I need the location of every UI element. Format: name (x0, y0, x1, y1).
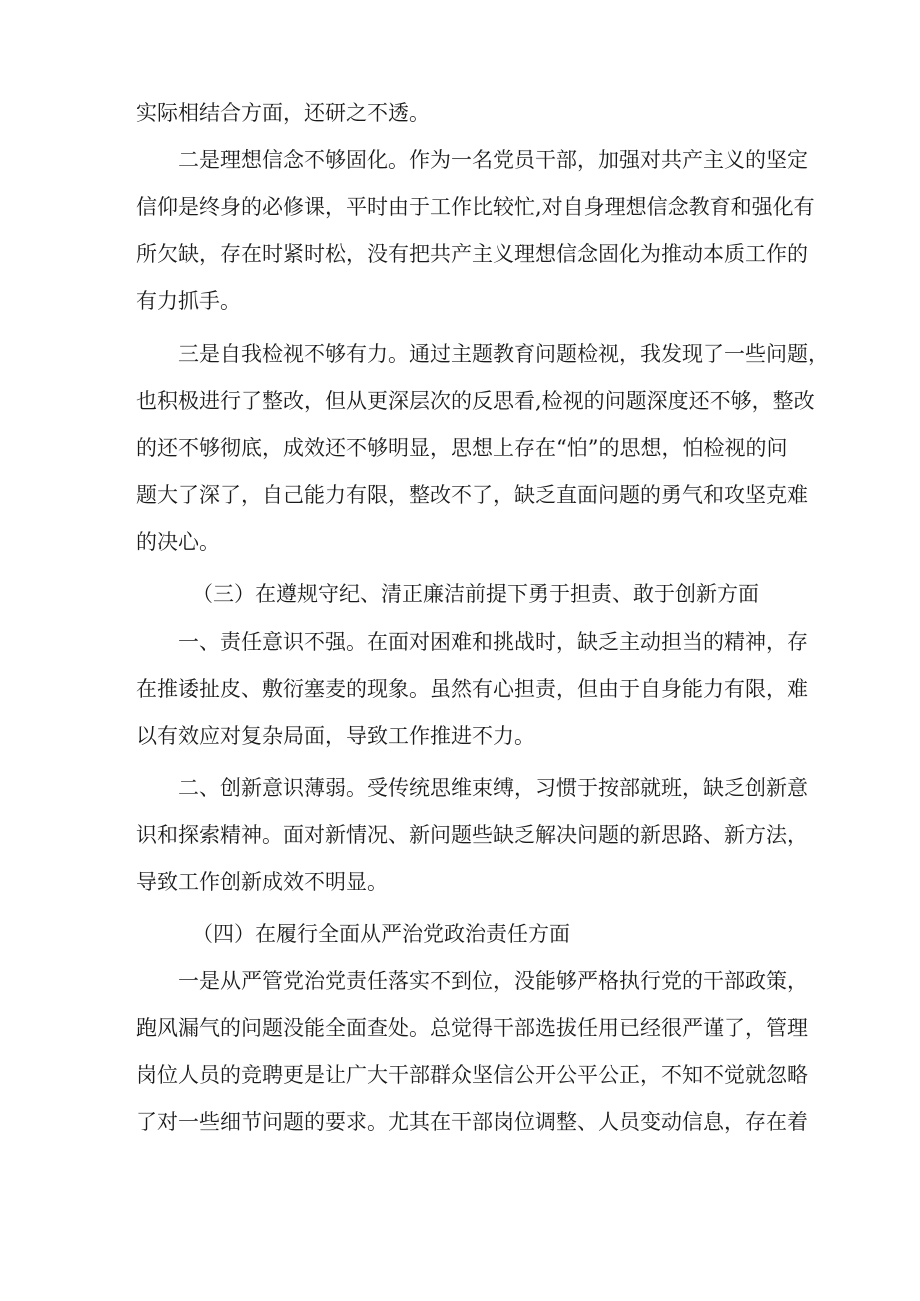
text-line: 导致工作创新成效不明显。 (136, 870, 388, 894)
text-line: 在推诿扯皮、敷衍塞麦的现象。虽然有心担责，但由于自身能力有限，难 (136, 677, 808, 701)
text-line: 的还不够彻底，成效还不够明显，思想上存在“怕”的思想，怕检视的问 (136, 436, 788, 460)
section-heading: （四）在履行全面从严治党政治责任方面 (192, 922, 570, 946)
text-line: 所欠缺，存在时紧时松，没有把共产主义理想信念固化为推动本质工作的 (136, 242, 808, 266)
text-line: 题大了深了，自己能力有限，整改不了，缺乏直面问题的勇气和攻坚克难 (136, 483, 808, 507)
text-line: 识和探索精神。面对新情况、新问题些缺乏解决问题的新思路、新方法， (136, 823, 808, 847)
text-line: 也积极进行了整改，但从更深层次的反思看,检视的问题深度还不够，整改 (136, 389, 815, 413)
text-line: 实际相结合方面，还研之不透。 (136, 101, 430, 125)
text-line: 一、责任意识不强。在面对困难和挑战时，缺乏主动担当的精神，存 (178, 630, 808, 654)
text-line: 有力抓手。 (136, 289, 241, 313)
text-line: 信仰是终身的必修课，平时由于工作比较忙,对自身理想信念教育和强化有 (136, 195, 815, 219)
text-line: 的决心。 (136, 530, 220, 554)
text-line: 一是从严管党治党责任落实不到位，没能够严格执行党的干部政策， (178, 969, 808, 993)
section-heading: （三）在遵规守纪、清正廉洁前提下勇于担责、敢于创新方面 (192, 582, 759, 606)
text-line: 以有效应对复杂局面，导致工作推进不力。 (136, 724, 535, 748)
text-line: 二是理想信念不够固化。作为一名党员干部，加强对共产主义的坚定 (178, 148, 808, 172)
text-line: 三是自我检视不够有力。通过主题教育问题检视，我发现了一些问题， (178, 342, 829, 366)
text-line: 二、创新意识薄弱。受传统思维束缚，习惯于按部就班，缺乏创新意 (178, 776, 808, 800)
text-line: 岗位人员的竞聘更是让广大干部群众坚信公开公平公正，不知不觉就忽略 (136, 1063, 808, 1087)
text-line: 了对一些细节问题的要求。尤其在干部岗位调整、人员变动信息，存在着 (136, 1110, 808, 1134)
text-line: 跑风漏气的问题没能全面查处。总觉得干部选拔任用已经很严谨了，管理 (136, 1016, 808, 1040)
